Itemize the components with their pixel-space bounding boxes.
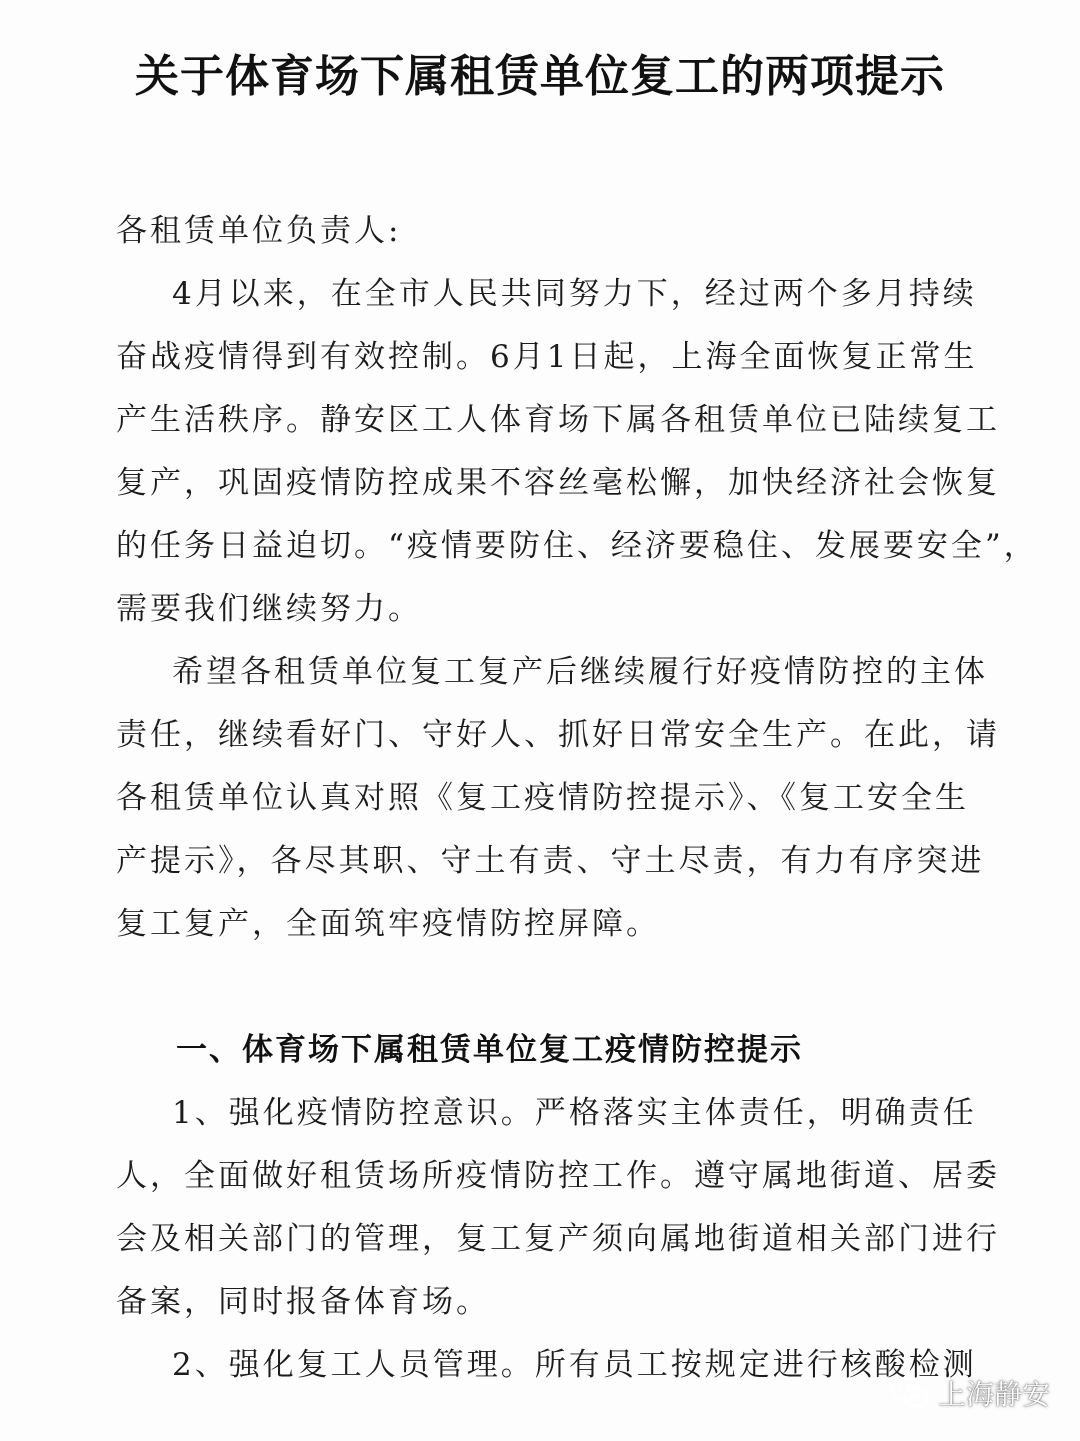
paragraph1-line: 奋战疫情得到有效控制。6月1日起，上海全面恢复正常生 [116,339,978,375]
paragraph1-line: 需要我们继续努力。 [116,591,422,627]
paragraph2-line: 各租赁单位认真对照《复工疫情防控提示》、《复工安全生 [116,780,969,816]
salutation: 各租赁单位负责人: [116,213,402,249]
item1-line: 1、强化疫情防控意识。严格落实主体责任，明确责任 [172,1095,977,1131]
watermark [890,1373,1050,1413]
wechat-icon [890,1376,930,1410]
paragraph2-line: 复工复产，全面筑牢疫情防控屏障。 [116,906,660,942]
paragraph2-line: 产提示》，各尽其职、守土有责、守土尽责，有力有序突进 [116,843,985,879]
paragraph1-line: 的任务日益迫切。“疫情要防住、经济要稳住、发展要安全”， [116,528,1038,564]
item1-line: 备案，同时报备体育场。 [116,1284,490,1320]
item1-line: 人，全面做好租赁场所疫情防控工作。遵守属地街道、居委 [116,1158,1000,1194]
paragraph2-line: 责任，继续看好门、守好人、抓好日常安全生产。在此，请 [116,717,1000,753]
paragraph1-line: 4月以来，在全市人民共同努力下，经过两个多月持续 [172,276,977,312]
paragraph1-line: 复产，巩固疫情防控成果不容丝毫松懈，加快经济社会恢复 [116,465,1000,501]
item2-line: 2、强化复工人员管理。所有员工按规定进行核酸检测 [172,1347,977,1383]
watermark-text: 上海静安 [937,1378,1050,1411]
item1-line: 会及相关部门的管理，复工复产须向属地街道相关部门进行 [116,1221,1000,1257]
section-heading: 一、体育场下属租赁单位复工疫情防控提示 [176,1032,803,1068]
document-title: 关于体育场下属租赁单位复工的两项提示 [135,51,945,102]
paragraph1-line: 产生活秩序。静安区工人体育场下属各租赁单位已陆续复工 [116,402,1000,438]
paragraph2-line: 希望各租赁单位复工复产后继续履行好疫情防控的主体 [172,654,988,690]
